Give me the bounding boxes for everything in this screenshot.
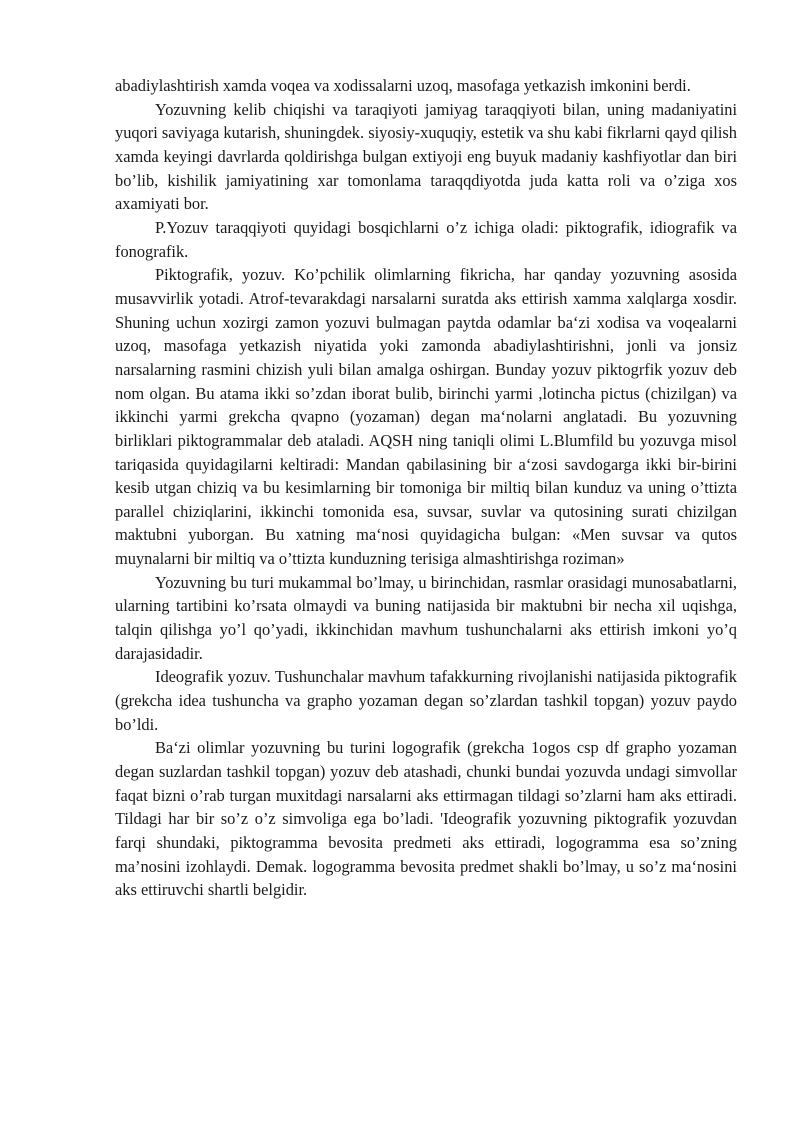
paragraph-pictographic-limits: Yozuvning bu turi mukammal bo’lmay, u birinchidan, rasmlar orasidagi munosabatlarni, ularning tartibini ko’rsata olmaydi va buning natijasida bir maktubni bir necha xil uqishga, talqin qilishga yo’l qo’yadi, ikkinchidan mavhum tushunchalarni aks ettirish imkoni yo’q darajasidadir. <box>115 572 737 663</box>
paragraph-ideographic: Ideografik yozuv. Tushunchalar mavhum tafakkurning rivojlanishi natijasida piktografik (grekcha idea tushuncha va grapho yozaman degan so’zlardan tashkil topgan) yozuv paydo bo’ldi. <box>115 667 737 734</box>
paragraph-writing-origin: Yozuvning kelib chiqishi va taraqiyoti jamiyag taraqqiyoti bilan, uning madaniyatini yuqori saviyaga kutarish, shuningdek. siyosiy-xuquqiy, estetik va shu kabi fikrlarni qayd qilish xamda keyingi davrlarda qoldirishga bulgan extiyoji eng buyuk madaniy kashfiyotlar dan biri bo’lib, kishilik jamiyatining xar tomonlama taraqqdiyotda juda katta roli va o’ziga xos axamiyati bor. <box>115 99 737 214</box>
paragraph-writing-stages: P.Yozuv taraqqiyoti quyidagi bosqichlarni o’z ichiga oladi: piktografik, idiografik va fonografik. <box>115 217 737 261</box>
paragraph-pictographic: Piktografik, yozuv. Ko’pchilik olimlarning fikricha, har qanday yozuvning asosida musavvirlik yotadi. Atrof-tevarakdagi narsalarni suratda aks ettirish xamma xalqlarga xosdir. Shuning uchun xozirgi zamon yozuvi bulmagan paytda odamlar ba‘zi xodisa va voqealarni uzoq, masofaga yetkazish niyatida yoki zamonda abadiylashtirishni, jonli va jonsiz narsalarning rasmini chizish yuli bilan amalga oshirgan. Bunday yozuv piktogrfik yozuv deb nom olgan. Bu atama ikki so’zdan iborat bulib, birinchi yarmi ,lotincha pictus (chizilgan) va ikkinchi yarmi grekcha qvapno (yozaman) degan ma‘nolarni anglatadi. Bu yozuvning birliklari piktogrammalar deb ataladi. AQSH ning taniqli olimi L.Blumfild bu yozuvga misol tariqasida quyidagilarni keltiradi: Mandan qabilasining bir a‘zosi savdogarga ikki bir-birini kesib utgan chiziq va bu kesimlarning bir tomoniga bir miltiq bilan kunduz va uning o’ttizta parallel chiziqlarini, ikkinchi tomonida esa, suvsar, suvlar va qutosining surati chizilgan maktubni yuborgan. Bu xatning ma‘nosi quyidagicha bulgan: «Men suvsar va qutos muynalarni bir miltiq va o’ttizta kunduzning terisiga almashtirishga roziman» <box>115 265 737 569</box>
paragraph-logographic: Ba‘zi olimlar yozuvning bu turini logografik (grekcha 1ogos csp df grapho yozaman degan suzlardan tashkil topgan) yozuv deb atashadi, chunki bundai yozuvda undagi simvollar faqat bizni o’rab turgan muxitdagi narsalarni aks ettirmagan tildagi so’zlarni ham aks ettiradi. Tildagi har bir so’z o’z simvoliga ega bo’ladi. 'Ideografik yozuvning piktografik yozuvdan farqi shundaki, piktogramma bevosita predmeti aks ettiradi, logogramma esa so’zning ma’nosini izohlaydi. Demak. logogramma bevosita predmet shakli bo’lmay, u so’z ma‘nosini aks ettiruvchi shartli belgidir. <box>115 738 737 900</box>
document-page <box>115 74 737 902</box>
paragraph-continuation: abadiylashtirish xamda voqea va xodissalarni uzoq, masofaga yetkazish imkonini berdi. <box>115 76 691 95</box>
